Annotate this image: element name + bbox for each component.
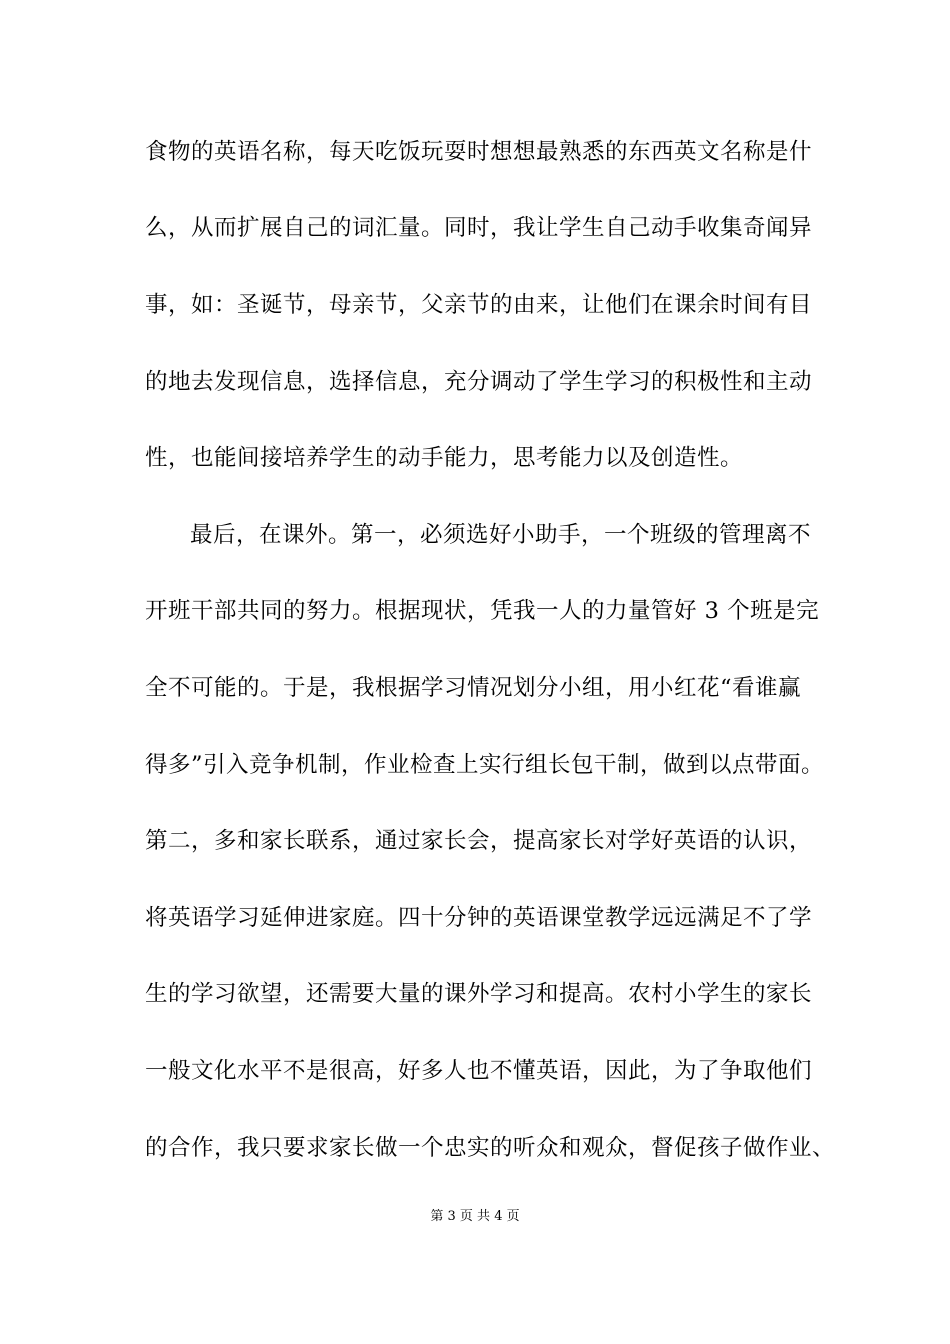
paragraph-2-line-1: 最后，在课外。第一，必须选好小助手，一个班级的管理离不: [190, 522, 812, 548]
paragraph-1-line-2: 么，从而扩展自己的词汇量。同时，我让学生自己动手收集奇闻异: [145, 215, 813, 241]
paragraph-2-line-7: 生的学习欲望，还需要大量的课外学习和提高。农村小学生的家长: [145, 981, 813, 1007]
paragraph-2-line-9: 的合作，我只要求家长做一个忠实的听众和观众，督促孩子做作业、: [145, 1135, 836, 1161]
paragraph-1-line-3: 事，如：圣诞节，母亲节，父亲节的由来，让他们在课余时间有目: [145, 292, 813, 318]
paragraph-2-line-4: 得多”引入竞争机制，作业检查上实行组长包干制，做到以点带面。: [145, 752, 825, 778]
paragraph-2-line-8: 一般文化水平不是很高，好多人也不懂英语，因此，为了争取他们: [145, 1058, 813, 1084]
paragraph-2-line-5: 第二，多和家长联系，通过家长会，提高家长对学好英语的认识，: [145, 828, 813, 854]
page-number-footer: 第 3 页 共 4 页: [430, 1209, 520, 1224]
paragraph-1-line-1: 食物的英语名称，每天吃饭玩耍时想想最熟悉的东西英文名称是什: [145, 139, 813, 165]
paragraph-1-line-5: 性，也能间接培养学生的动手能力，思考能力以及创造性。: [145, 445, 744, 471]
paragraph-2-line-3: 全不可能的。于是，我根据学习情况划分小组，用小红花“看谁赢: [145, 675, 802, 701]
paragraph-2-line-6: 将英语学习延伸进家庭。四十分钟的英语课堂教学远远满足不了学: [145, 905, 813, 931]
paragraph-2-line-2: 开班干部共同的努力。根据现状，凭我一人的力量管好 3 个班是完: [145, 598, 820, 624]
paragraph-1-line-4: 的地去发现信息，选择信息，充分调动了学生学习的积极性和主动: [145, 369, 813, 395]
